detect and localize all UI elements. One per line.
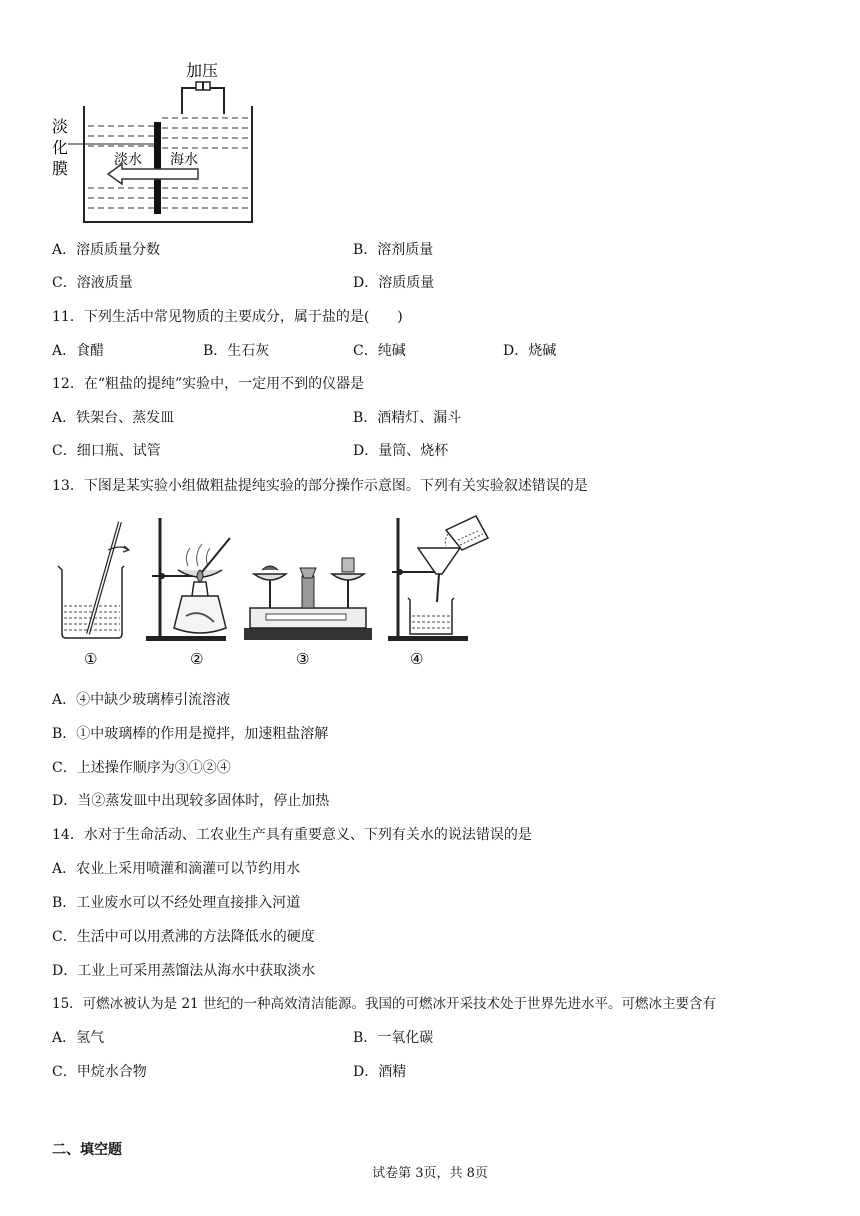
q14-option-d: D．工业上可采用蒸馏法从海水中获取淡水 [52, 963, 316, 979]
q15-option-c: C．甲烷水合物 [52, 1064, 147, 1080]
membrane-label-1: 淡 [52, 117, 69, 136]
q13-option-c: C．上述操作顺序为③①②④ [52, 760, 231, 776]
pressure-label: 加压 [186, 61, 219, 80]
filtration-operation-illustration [388, 516, 488, 641]
q13-option-b: B．①中玻璃棒的作用是搅拌，加速粗盐溶解 [52, 726, 329, 742]
evaporation-operation-illustration [146, 518, 230, 641]
figure-label-1: ① [84, 650, 98, 668]
q11-option-d: D．烧碱 [503, 343, 557, 359]
page-footer: 试卷第 3页，共 8页 [372, 1166, 488, 1181]
q15-option-b: B．一氧化碳 [353, 1030, 434, 1046]
desalination-membrane-figure [50, 60, 270, 230]
q12-stem: 12．在“粗盐的提纯”实验中，一定用不到的仪器是 [52, 376, 365, 392]
sea-water-label: 海水 [170, 152, 198, 168]
section-title: 二、填空题 [52, 1142, 122, 1158]
q14-stem: 14．水对于生命活动、工农业生产具有重要意义、下列有关水的说法错误的是 [52, 827, 532, 843]
membrane-label-3: 膜 [52, 159, 69, 178]
q13-option-d: D．当②蒸发皿中出现较多固体时，停止加热 [52, 793, 330, 809]
q11-stem: 11．下列生活中常见物质的主要成分，属于盐的是( ) [52, 309, 403, 325]
q13-option-a: A．④中缺少玻璃棒引流溶液 [52, 692, 231, 708]
membrane-label-2: 化 [52, 138, 69, 157]
q11-option-b: B．生石灰 [203, 343, 270, 359]
q10-option-c: C．溶液质量 [52, 275, 133, 291]
q15-stem: 15．可燃冰被认为是 21 世纪的一种高效清洁能源。我国的可燃冰开采技术处于世界先进水平。可燃冰主要含有 [52, 996, 716, 1012]
figure-label-4: ④ [410, 650, 424, 668]
dissolving-operation-illustration [58, 522, 129, 638]
q13-figure [52, 512, 502, 672]
q13-stem: 13．下图是某实验小组做粗盐提纯实验的部分操作示意图。下列有关实验叙述错误的是 [52, 478, 588, 494]
figure-label-3: ③ [296, 650, 310, 668]
q15-option-a: A．氢气 [52, 1030, 105, 1046]
figure-label-2: ② [190, 650, 204, 668]
q14-option-c: C．生活中可以用煮沸的方法降低水的硬度 [52, 929, 315, 945]
q11-option-c: C．纯碱 [353, 343, 406, 359]
q12-option-a: A．铁架台、蒸发皿 [52, 410, 175, 426]
fresh-water-label: 淡水 [114, 152, 142, 168]
q12-option-b: B．酒精灯、漏斗 [353, 410, 462, 426]
q10-option-b: B．溶剂质量 [353, 242, 434, 258]
q14-option-b: B．工业废水可以不经处理直接排入河道 [52, 895, 301, 911]
q15-option-d: D．酒精 [353, 1064, 407, 1080]
q10-option-a: A．溶质质量分数 [52, 242, 161, 258]
q14-option-a: A．农业上采用喷灌和滴灌可以节约用水 [52, 861, 301, 877]
weighing-operation-illustration [244, 558, 372, 640]
q10-option-d: D．溶质质量 [353, 275, 435, 291]
q12-option-d: D．量筒、烧杯 [353, 443, 449, 459]
q12-option-c: C．细口瓶、试管 [52, 443, 161, 459]
q11-option-a: A．食醋 [52, 343, 105, 359]
